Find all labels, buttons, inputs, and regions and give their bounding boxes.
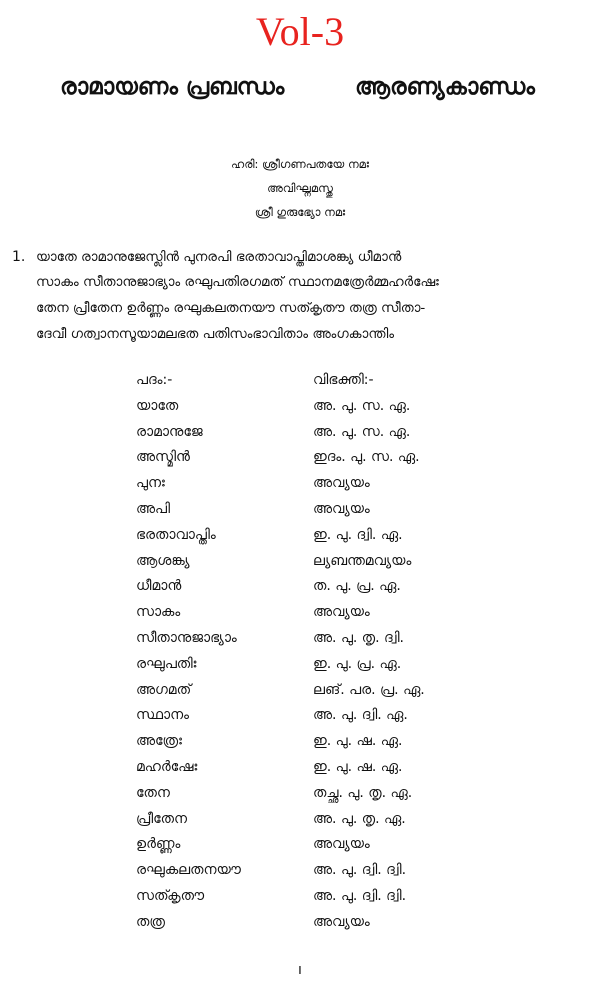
word-cell: തേന: [136, 784, 170, 801]
word-cell: സ്ഥാനം: [136, 707, 189, 724]
verse-line: തേന പ്രീതേന ഉർണ്ണം രഘുകലതനയൗ സത്കൃതൗ തത്ര സീതാ-: [36, 300, 426, 316]
volume-label: Vol-3: [255, 9, 345, 54]
grammar-cell: ഇ. പു. ദ്വി. ഏ.: [313, 526, 403, 543]
table-row: [0, 832, 600, 858]
column-header-pada: പദം:-: [136, 372, 173, 388]
word-cell: സത്കൃതൗ: [136, 887, 205, 904]
table-row: [0, 703, 600, 729]
verse-number: 1.: [12, 249, 26, 265]
grammar-cell: അ. പു. സ. ഏ.: [313, 397, 411, 414]
word-cell: തത്ര: [136, 913, 165, 930]
table-row: [0, 574, 600, 600]
word-cell: പ്രീതേന: [136, 810, 187, 827]
table-row: [0, 807, 600, 833]
grammar-cell: ഇ. പു. ഷ. ഏ.: [313, 733, 403, 750]
grammar-cell: അ. പു. ദ്വി. ദ്വി.: [313, 887, 407, 904]
grammar-cell: അ. പു. ദ്വി. ഏ.: [313, 707, 408, 724]
word-cell: സീതാനുജാഭ്യാം: [136, 629, 237, 646]
invocation-line-3: ശ്രീ ഗുരുഭ്യോ നമഃ: [254, 205, 346, 219]
table-row: [0, 858, 600, 884]
grammar-cell: ഇ. പു. ഷ. ഏ.: [313, 758, 403, 775]
verse-line: യാതേ രാമാനുജേസ്ലിൻ പുനരപി ഭരതാവാപ്തിമാശങ്ക്യ ധീമാൻ: [36, 249, 402, 265]
word-cell: അത്രേഃ: [136, 733, 182, 750]
word-cell: ധീമാൻ: [136, 578, 182, 595]
invocation-line-1: ഹരി: ശ്രീഗണപതയേ നമഃ: [231, 157, 369, 171]
table-row: [0, 549, 600, 575]
word-cell: രാമാനുജേ: [136, 423, 203, 440]
table-row: [0, 497, 600, 523]
grammar-cell: അ. പു. തൃ. ദ്വി.: [313, 629, 404, 646]
grammar-cell: അ. പു. സ. ഏ.: [313, 423, 411, 440]
grammar-cell: അവ്യയം: [313, 913, 370, 930]
invocation-line-2: അവിഘ്നമസ്തു: [267, 181, 333, 195]
word-cell: രഘുപതിഃ: [136, 655, 197, 672]
table-header-row: [0, 368, 600, 394]
grammar-cell: അവ്യയം: [313, 604, 370, 621]
table-row: [0, 445, 600, 471]
word-cell: മഹർഷേഃ: [136, 758, 198, 775]
table-row: [0, 884, 600, 910]
word-cell: ഭരതാവാപ്തിം: [136, 526, 216, 543]
grammar-cell: ത. പു. പ്ര. ഏ.: [313, 578, 401, 595]
table-row: [0, 652, 600, 678]
book-title: രാമായണം പ്രബന്ധം: [60, 74, 285, 100]
table-row: [0, 678, 600, 704]
word-cell: ആശങ്ക്യ: [136, 552, 190, 569]
word-cell: സാകം: [136, 604, 181, 621]
word-analysis-table: [0, 368, 600, 936]
word-cell: രഘുകലതനയൗ: [136, 862, 241, 879]
table-row: [0, 394, 600, 420]
word-cell: അഗമത്: [136, 681, 192, 698]
table-row: [0, 626, 600, 652]
table-row: [0, 600, 600, 626]
table-row: [0, 523, 600, 549]
grammar-cell: അവ്യയം: [313, 500, 370, 517]
word-cell: അസ്മിൻ: [136, 449, 190, 466]
word-cell: യാതേ: [136, 397, 179, 414]
grammar-cell: അവ്യയം: [313, 475, 370, 492]
column-header-vibhakti: വിഭക്തി:-: [313, 372, 374, 388]
grammar-cell: അ. പു. തൃ. ഏ.: [313, 810, 406, 827]
table-row: [0, 755, 600, 781]
grammar-cell: അ. പു. ദ്വി. ദ്വി.: [313, 862, 407, 879]
word-cell: പുനഃ: [136, 475, 165, 492]
chapter-title: ആരണ്യകാണ്ഡം: [355, 74, 535, 100]
word-cell: അപി: [136, 500, 171, 517]
page-number: ı: [298, 962, 302, 978]
table-row: [0, 420, 600, 446]
word-cell: ഉർണ്ണം: [136, 836, 181, 853]
table-row: [0, 471, 600, 497]
table-row: [0, 910, 600, 936]
verse-line: ദേവീ ഗത്വാനസൂയാമലഭത പതിസംഭാവിതാം അംഗകാന്തിം: [36, 326, 395, 342]
grammar-cell: ല്യബന്തമവ്യയം: [313, 552, 412, 569]
grammar-cell: ലങ്. പര. പ്ര. ഏ.: [313, 681, 425, 698]
grammar-cell: ഇ. പു. പ്ര. ഏ.: [313, 655, 402, 672]
verse-line: സാകം സീതാനുജാഭ്യാം രഘുപതിരഗമത് സ്ഥാനമത്രേർമ്മഹർഷേഃ: [36, 274, 439, 290]
table-row: [0, 729, 600, 755]
grammar-cell: അവ്യയം: [313, 836, 370, 853]
grammar-cell: തച്ഛ. പു. തൃ. ഏ.: [313, 784, 413, 801]
table-row: [0, 781, 600, 807]
grammar-cell: ഇദം. പു. സ. ഏ.: [313, 449, 420, 466]
